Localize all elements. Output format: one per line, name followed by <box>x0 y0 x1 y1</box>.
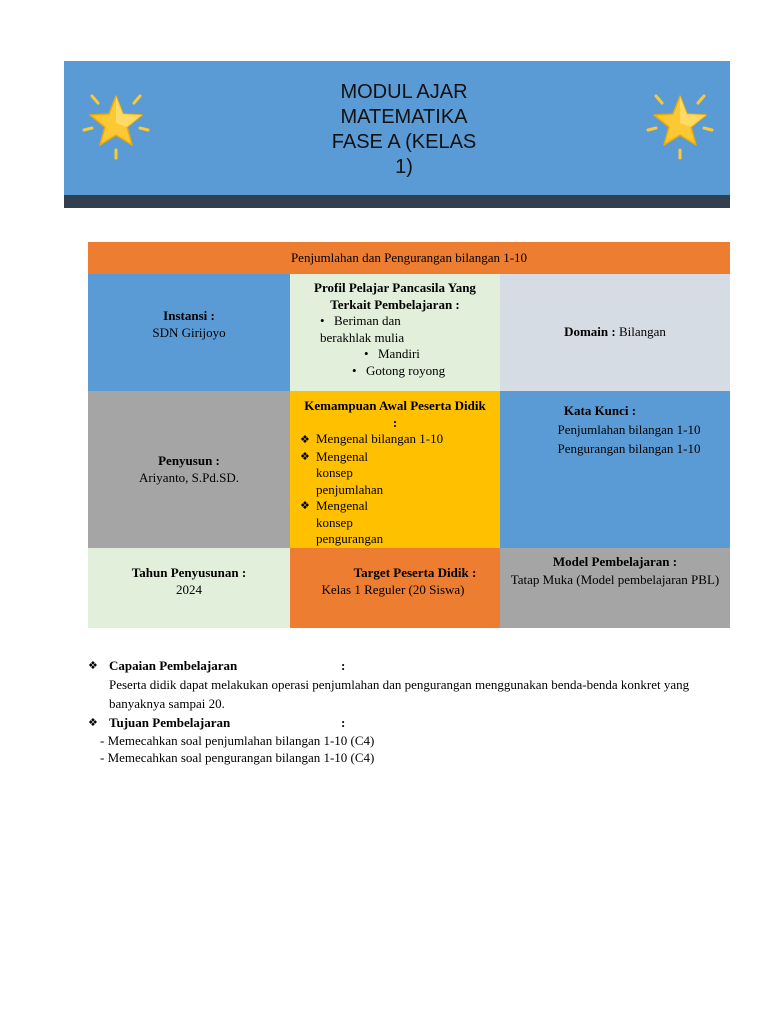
title-line: FASE A (KELAS <box>331 131 477 153</box>
domain-cell <box>500 274 730 391</box>
kata-kunci-item: Pengurangan bilangan 1-10 <box>508 439 722 458</box>
kata-kunci-label: Kata Kunci : <box>563 403 637 418</box>
penyusun-label: Penyusun : <box>158 453 220 468</box>
instansi-value: SDN Girijoyo <box>152 324 226 340</box>
profil-item: • Mandiri <box>364 346 420 361</box>
capaian-heading <box>88 656 738 675</box>
bullet-icon: • <box>352 362 357 378</box>
profil-cell <box>290 274 500 391</box>
tahun-value: 2024 <box>176 581 202 597</box>
kemampuan-cell <box>290 391 500 548</box>
model-label: Model Pembelajaran : <box>552 554 678 569</box>
learning-sections <box>88 656 738 766</box>
penyusun-cell <box>88 391 290 548</box>
diamond-bullet-icon: ❖ <box>300 433 310 446</box>
banner-bottom-bar <box>64 195 730 208</box>
model-cell <box>500 548 730 628</box>
diamond-bullet-icon: ❖ <box>88 716 98 729</box>
dash-bullet: - <box>100 750 105 765</box>
kemampuan-item: ❖ Mengenal konsep pengurangan <box>300 498 384 546</box>
capaian-text: Peserta didik dapat melakukan operasi penjumlahan dan pengurangan menggunakan benda-benda konkret yang banyaknya sampai 20. <box>109 677 690 711</box>
document-title <box>317 80 491 180</box>
tujuan-colon: : <box>341 715 346 730</box>
penyusun-value: Ariyanto, S.Pd.SD. <box>138 469 240 485</box>
tahun-label: Tahun Penyusunan : <box>131 565 247 580</box>
bullet-icon: • <box>364 346 369 361</box>
tujuan-item: - Memecahkan soal penjumlahan bilangan 1-10 (C4) <box>100 733 375 748</box>
tujuan-heading <box>88 713 738 732</box>
title-line: MATEMATIKA <box>340 106 468 128</box>
target-value: Kelas 1 Reguler (20 Siswa) <box>321 581 465 597</box>
tujuan-item: - Memecahkan soal pengurangan bilangan 1-10 (C4) <box>100 750 375 765</box>
star-icon <box>80 88 152 160</box>
title-line: 1) <box>395 156 413 178</box>
profil-item: • Gotong royong <box>352 362 446 378</box>
kemampuan-label: Kemampuan Awal Peserta Didik : <box>304 398 486 430</box>
title-line: MODUL AJAR <box>340 81 468 103</box>
capaian-label: Capaian Pembelajaran <box>109 658 238 673</box>
diamond-bullet-icon: ❖ <box>88 659 98 672</box>
instansi-cell <box>88 274 290 391</box>
dash-bullet: - <box>100 733 105 748</box>
checkbox-icon <box>538 439 554 458</box>
model-value: Tatap Muka (Model pembelajaran PBL) <box>510 572 720 587</box>
capaian-colon: : <box>341 658 346 673</box>
diamond-bullet-icon: ❖ <box>300 449 310 463</box>
kata-kunci-item: Penjumlahan bilangan 1-10 <box>508 420 722 439</box>
checkbox-icon <box>538 420 554 439</box>
profil-label: Profil Pelajar Pancasila Yang Terkait Pembelajaran : <box>314 280 476 312</box>
instansi-label: Instansi : <box>163 308 215 323</box>
kemampuan-item: ❖ Mengenal bilangan 1-10 <box>294 431 496 449</box>
profil-item: • Beriman dan berakhlak mulia <box>320 313 405 345</box>
bullet-icon: • <box>320 313 325 328</box>
star-icon <box>644 88 716 160</box>
tujuan-label: Tujuan Pembelajaran <box>109 715 231 730</box>
kemampuan-item: ❖ Mengenal konsep penjumlahan <box>300 448 384 497</box>
diamond-bullet-icon: ❖ <box>300 499 310 512</box>
target-cell <box>290 548 500 628</box>
tahun-cell <box>88 548 290 628</box>
domain-value: Bilangan <box>618 324 666 340</box>
table-header: Penjumlahan dan Pengurangan bilangan 1-10 <box>88 242 730 274</box>
domain-label: Domain : <box>564 324 616 340</box>
kata-kunci-cell <box>500 391 730 548</box>
target-label: Target Peserta Didik : <box>353 565 477 580</box>
